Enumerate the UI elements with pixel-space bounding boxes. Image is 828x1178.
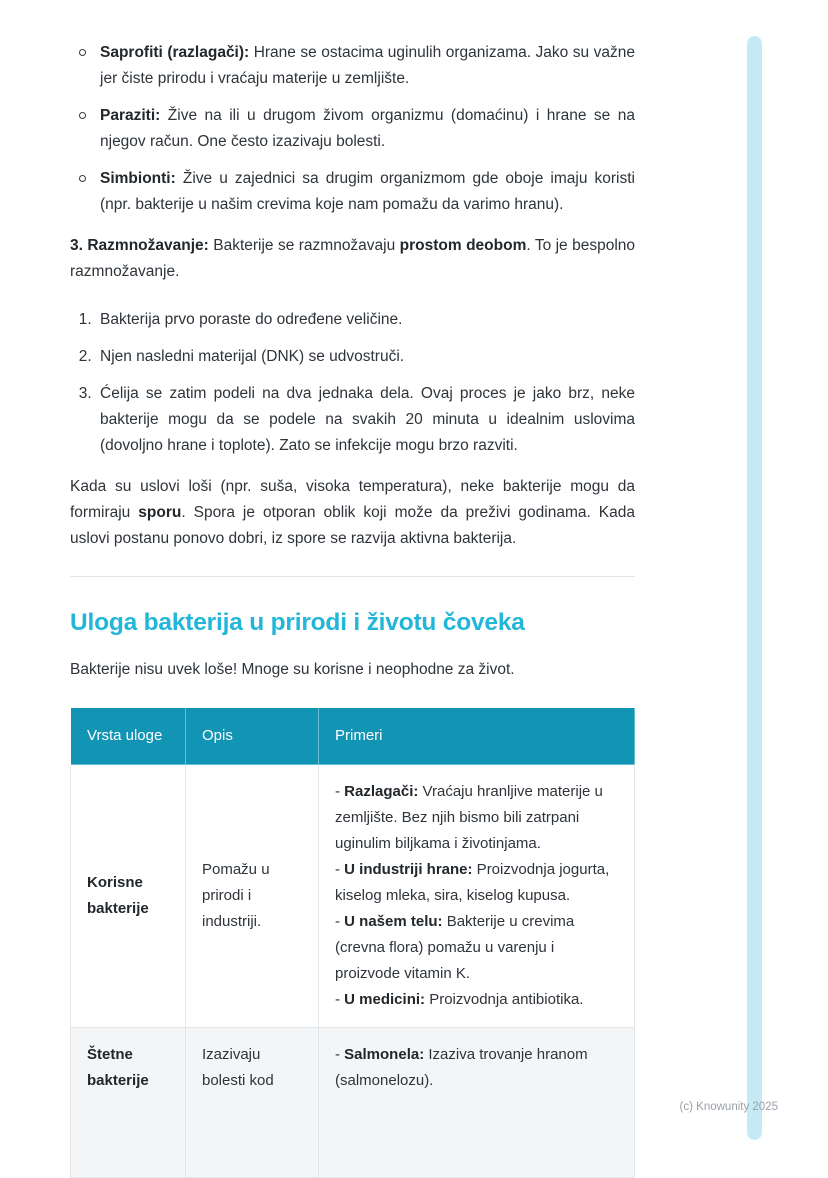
cell-opis: Izazivaju bolesti kod — [186, 1028, 319, 1178]
circle-bullet-icon — [79, 112, 86, 119]
ordered-list-item: 3. Ćelija se zatim podeli na dva jednaka dela. Ovaj proces je jako brz, neke bakterije mogu da se podele na svakih 20 minuta u idealnim uslovima (dovoljno hrane i toplote). Zato se infekcije mogu brzo razviti. — [96, 381, 635, 459]
bacteria-roles-table — [70, 707, 635, 1178]
table-row-stetne — [71, 1028, 635, 1178]
document-content — [70, 36, 635, 1178]
division-steps-list — [70, 307, 635, 459]
circle-bullet-icon — [79, 175, 86, 182]
list-item-simbionti — [100, 166, 635, 218]
cell-role: Korisne bakterije — [71, 765, 186, 1028]
list-item-text: Paraziti: Žive na ili u drugom živom organizmu (domaćinu) i hrane se na njegov račun. One često izazivaju bolesti. — [100, 107, 635, 150]
ordered-list-item: 1. Bakterija prvo poraste do određene veličine. — [96, 307, 635, 333]
section-divider — [70, 576, 635, 577]
list-item-text: Simbionti: Žive u zajednici sa drugim organizmom gde oboje imaju koristi (npr. bakterije u našim crevima koje nam pomažu da varimo hranu). — [100, 170, 635, 213]
circle-bullet-icon — [79, 49, 86, 56]
list-item-text: Saprofiti (razlagači): Hrane se ostacima uginulih organizama. Jako su važne jer čiste prirodu i vraćaju materije u zemljište. — [100, 44, 636, 87]
cell-role: Štetne bakterije — [71, 1028, 186, 1178]
page-edge-strip — [747, 36, 762, 1140]
reproduction-paragraph: 3. Razmnožavanje: Bakterije se razmnožavaju prostom deobom. To je bespolno razmnožavanje. — [70, 237, 636, 280]
table-header-opis: Opis — [186, 708, 319, 765]
section-intro: Bakterije nisu uvek loše! Mnoge su korisne i neophodne za život. — [70, 661, 515, 678]
spore-paragraph: Kada su uslovi loši (npr. suša, visoka temperatura), neke bakterije mogu da formiraju sporu. Spora je otporan oblik koji može da preživi godinama. Kada uslovi postanu ponovo dobri, iz spore se razvija aktivna bakterija. — [70, 478, 635, 547]
list-item-saprofiti — [100, 40, 635, 92]
table-header-primeri: Primeri — [319, 708, 635, 765]
list-item-paraziti — [100, 103, 635, 155]
copyright-text: (c) Knowunity 2025 — [679, 1101, 778, 1113]
bacteria-types-list — [70, 40, 635, 218]
cell-opis: Pomažu u prirodi i industriji. — [186, 765, 319, 1028]
section-heading: Uloga bakterija u prirodi i životu čoveka — [70, 609, 525, 636]
table-header-vrsta-uloge: Vrsta uloge — [71, 708, 186, 765]
cell-primeri: - Razlagači: Vraćaju hranljive materije u zemljište. Bez njih bismo bili zatrpani uginulim biljkama i životinjama. - U industriji hrane: Proizvodnja jogurta, kiselog mleka, sira, kiselog kupusa. - U našem telu: Bakterije u crevima (crevna flora) pomažu u varenju i proizvode vitamin K. - U medicini: Proizvodnja antibiotika. — [319, 765, 635, 1028]
table-row-korisne — [71, 765, 635, 1028]
ordered-list-item: 2. Njen nasledni materijal (DNK) se udvostruči. — [96, 344, 635, 370]
table-header-row — [71, 708, 635, 765]
cell-primeri: - Salmonela: Izaziva trovanje hranom (salmonelozu). — [319, 1028, 635, 1178]
